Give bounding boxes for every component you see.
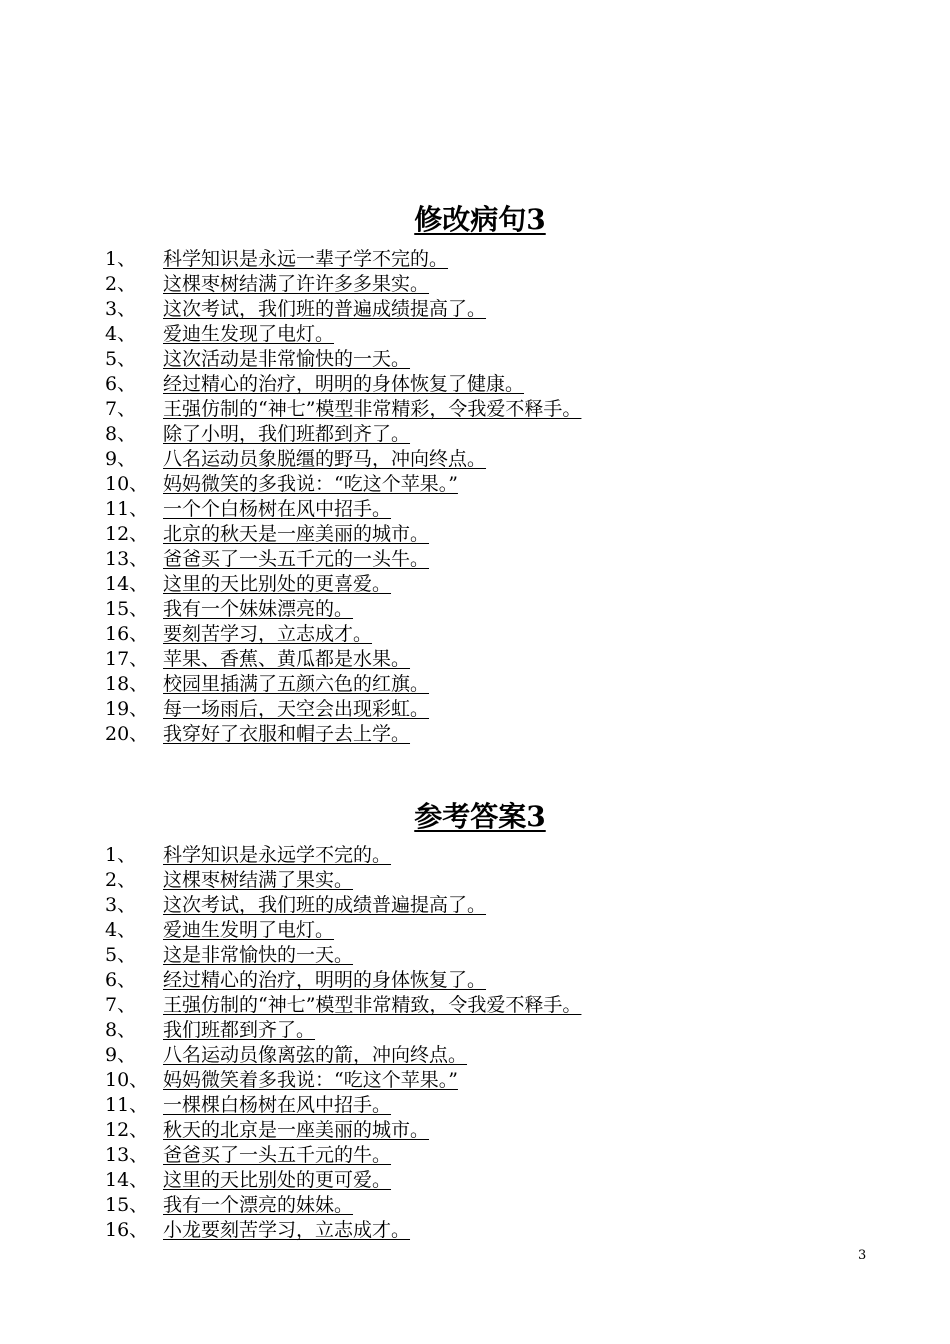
list-item (105, 868, 587, 893)
item-text: 妈妈微笑的多我说：“吃这个苹果。” (163, 473, 458, 495)
item-text: 这里的天比别处的更可爱。 (163, 1169, 392, 1191)
item-number: 3、 (105, 894, 137, 916)
item-text: 八名运动员像离弦的箭，冲向终点。 (163, 1044, 468, 1066)
item-number: 19、 (105, 698, 149, 720)
item-number: 1、 (105, 844, 137, 866)
page-number: 3 (858, 1248, 867, 1263)
list-item (105, 1018, 587, 1043)
item-text: 我们班都到齐了。 (163, 1019, 316, 1041)
list-item (105, 843, 587, 868)
item-number: 13、 (105, 1144, 149, 1166)
item-text: 爱迪生发现了电灯。 (163, 323, 335, 345)
item-text: 王强仿制的“神七”模型非常精致，令我爱不释手。 (163, 994, 582, 1016)
item-text: 要刻苦学习，立志成才。 (163, 623, 373, 645)
item-text: 爱迪生发明了电灯。 (163, 919, 335, 941)
item-text: 这里的天比别处的更喜爱。 (163, 573, 392, 595)
item-number: 9、 (105, 448, 137, 470)
item-text: 妈妈微笑着多我说：“吃这个苹果。” (163, 1069, 458, 1091)
list-item (105, 347, 587, 372)
exercise-list (105, 247, 587, 747)
item-text: 爸爸买了一头五千元的一头牛。 (163, 548, 430, 570)
list-item (105, 993, 587, 1018)
item-number: 4、 (105, 919, 137, 941)
list-item (105, 572, 587, 597)
list-item (105, 1118, 587, 1143)
item-number: 15、 (105, 598, 149, 620)
list-item (105, 397, 587, 422)
item-text: 这是非常愉快的一天。 (163, 944, 354, 966)
item-number: 14、 (105, 573, 149, 595)
item-number: 7、 (105, 994, 137, 1016)
section-title-text: 修改病句3 (414, 203, 546, 236)
item-text: 爸爸买了一头五千元的牛。 (163, 1144, 392, 1166)
item-number: 10、 (105, 1069, 149, 1091)
item-text: 校园里插满了五颜六色的红旗。 (163, 673, 430, 695)
item-number: 15、 (105, 1194, 149, 1216)
item-text: 科学知识是永远学不完的。 (163, 844, 392, 866)
item-number: 5、 (105, 944, 137, 966)
item-text: 科学知识是永远一辈子学不完的。 (163, 248, 449, 270)
item-number: 4、 (105, 323, 137, 345)
list-item (105, 918, 587, 943)
item-number: 18、 (105, 673, 149, 695)
item-number: 12、 (105, 1119, 149, 1141)
list-item (105, 1168, 587, 1193)
list-item (105, 1093, 587, 1118)
item-text: 一棵棵白杨树在风中招手。 (163, 1094, 392, 1116)
list-item (105, 1218, 587, 1243)
item-number: 6、 (105, 969, 137, 991)
list-item (105, 1143, 587, 1168)
list-item (105, 547, 587, 572)
item-text: 经过精心的治疗，明明的身体恢复了。 (163, 969, 487, 991)
list-item (105, 722, 587, 747)
list-item (105, 272, 587, 297)
item-number: 2、 (105, 869, 137, 891)
item-text: 这棵枣树结满了许许多多果实。 (163, 273, 430, 295)
list-item (105, 247, 587, 272)
list-item (105, 472, 587, 497)
item-text: 这次考试，我们班的普遍成绩提高了。 (163, 298, 487, 320)
item-number: 8、 (105, 423, 137, 445)
list-item (105, 622, 587, 647)
item-text: 一个个白杨树在风中招手。 (163, 498, 392, 520)
list-item (105, 322, 587, 347)
item-number: 12、 (105, 523, 149, 545)
item-text: 我有一个漂亮的妹妹。 (163, 1194, 354, 1216)
item-text: 这棵枣树结满了果实。 (163, 869, 354, 891)
item-number: 11、 (105, 498, 149, 520)
list-item (105, 422, 587, 447)
item-number: 16、 (105, 623, 149, 645)
item-number: 3、 (105, 298, 137, 320)
item-number: 17、 (105, 648, 149, 670)
item-text: 经过精心的治疗，明明的身体恢复了健康。 (163, 373, 525, 395)
list-item (105, 1043, 587, 1068)
list-item (105, 297, 587, 322)
list-item (105, 522, 587, 547)
list-item (105, 893, 587, 918)
item-text: 小龙要刻苦学习，立志成才。 (163, 1219, 411, 1241)
list-item (105, 943, 587, 968)
list-item (105, 672, 587, 697)
section-title-text: 参考答案3 (414, 800, 546, 833)
item-number: 2、 (105, 273, 137, 295)
list-item (105, 697, 587, 722)
item-number: 5、 (105, 348, 137, 370)
item-number: 6、 (105, 373, 137, 395)
item-number: 10、 (105, 473, 149, 495)
item-text: 每一场雨后，天空会出现彩虹。 (163, 698, 430, 720)
item-number: 11、 (105, 1094, 149, 1116)
item-number: 16、 (105, 1219, 149, 1241)
item-text: 北京的秋天是一座美丽的城市。 (163, 523, 430, 545)
item-text: 秋天的北京是一座美丽的城市。 (163, 1119, 430, 1141)
item-text: 我穿好了衣服和帽子去上学。 (163, 723, 411, 745)
item-text: 这次考试，我们班的成绩普遍提高了。 (163, 894, 487, 916)
answer-list (105, 843, 587, 1243)
item-text: 苹果、香蕉、黄瓜都是水果。 (163, 648, 411, 670)
item-number: 20、 (105, 723, 149, 745)
item-number: 13、 (105, 548, 149, 570)
list-item (105, 1068, 587, 1093)
list-item (105, 597, 587, 622)
list-item (105, 372, 587, 397)
section-title-answers (0, 799, 950, 835)
item-number: 7、 (105, 398, 137, 420)
item-number: 1、 (105, 248, 137, 270)
list-item (105, 968, 587, 993)
list-item (105, 447, 587, 472)
list-item (105, 1193, 587, 1218)
list-item (105, 647, 587, 672)
item-number: 9、 (105, 1044, 137, 1066)
item-text: 王强仿制的“神七”模型非常精彩，令我爱不释手。 (163, 398, 582, 420)
item-text: 我有一个妹妹漂亮的。 (163, 598, 354, 620)
item-number: 14、 (105, 1169, 149, 1191)
item-text: 除了小明，我们班都到齐了。 (163, 423, 411, 445)
item-number: 8、 (105, 1019, 137, 1041)
item-text: 八名运动员象脱缰的野马，冲向终点。 (163, 448, 487, 470)
section-title-exercises (0, 202, 950, 238)
item-text: 这次活动是非常愉快的一天。 (163, 348, 411, 370)
list-item (105, 497, 587, 522)
